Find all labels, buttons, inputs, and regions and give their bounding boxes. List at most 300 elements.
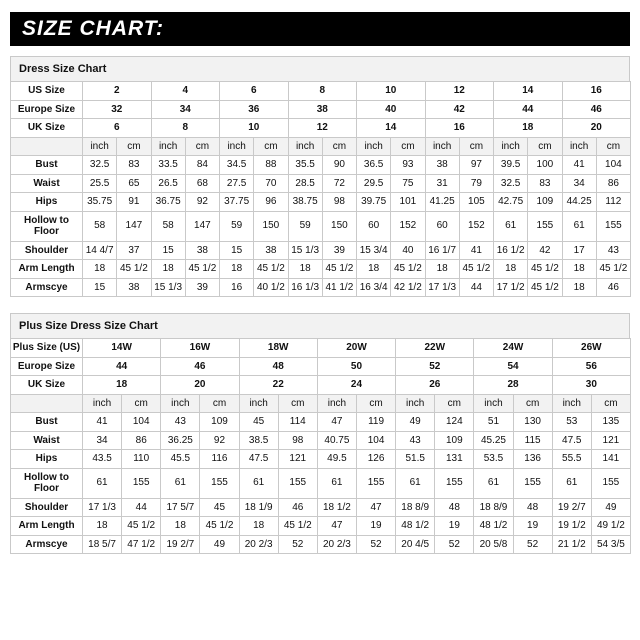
- table-row: [11, 450, 631, 469]
- measurement-cell: 47.5: [552, 431, 591, 450]
- measurement-cell: 45 1/2: [185, 260, 219, 279]
- measurement-cell: 61: [562, 211, 596, 241]
- measurement-cell: 45.25: [474, 431, 513, 450]
- table-row: [11, 394, 631, 413]
- measurement-cell: 15: [220, 241, 254, 260]
- measurement-cell: 45 1/2: [278, 517, 317, 536]
- measurement-cell: 45 1/2: [391, 260, 425, 279]
- measurement-cell: 35.75: [83, 193, 117, 212]
- measurement-cell: 52: [278, 535, 317, 554]
- measurement-cell: 88: [254, 156, 288, 175]
- measurement-cell: 97: [459, 156, 493, 175]
- measurement-cell: 49: [200, 535, 239, 554]
- measurement-cell: 61: [552, 468, 591, 498]
- measurement-cell: 45 1/2: [528, 260, 562, 279]
- size-value-cell: 14: [494, 82, 563, 101]
- measurement-cell: 52: [356, 535, 395, 554]
- measurement-cell: 38.75: [288, 193, 322, 212]
- table-row: [11, 413, 631, 432]
- measurement-cell: 18: [83, 260, 117, 279]
- measurement-cell: 48 1/2: [396, 517, 435, 536]
- measurement-cell: 45: [239, 413, 278, 432]
- measurement-cell: 136: [513, 450, 552, 469]
- measurement-cell: 61: [317, 468, 356, 498]
- measurement-cell: 83: [528, 174, 562, 193]
- unit-cell: cm: [591, 394, 630, 413]
- measurement-cell: 112: [596, 193, 630, 212]
- measurement-cell: 61: [161, 468, 200, 498]
- measurement-cell: 42 1/2: [391, 278, 425, 297]
- measurement-cell: 61: [83, 468, 122, 498]
- measurement-cell: 44: [122, 498, 161, 517]
- measurement-cell: 55.5: [552, 450, 591, 469]
- measurement-cell: 152: [391, 211, 425, 241]
- measurement-cell: 45 1/2: [596, 260, 630, 279]
- measurement-cell: 60: [357, 211, 391, 241]
- measurement-cell: 109: [200, 413, 239, 432]
- table-row: [11, 241, 631, 260]
- measurement-cell: 104: [122, 413, 161, 432]
- measurement-cell: 47.5: [239, 450, 278, 469]
- measurement-cell: 51: [474, 413, 513, 432]
- measurement-cell: 44.25: [562, 193, 596, 212]
- table-row: [11, 278, 631, 297]
- measurement-cell: 90: [322, 156, 356, 175]
- unit-cell: inch: [239, 394, 278, 413]
- unit-cell: cm: [122, 394, 161, 413]
- measurement-cell: 59: [288, 211, 322, 241]
- size-value-cell: 46: [562, 100, 631, 119]
- size-value-cell: 4: [151, 82, 220, 101]
- measurement-cell: 37: [117, 241, 151, 260]
- size-value-cell: 16: [425, 119, 494, 138]
- measurement-cell: 38: [185, 241, 219, 260]
- row-label: [11, 137, 83, 156]
- table-row: [11, 431, 631, 450]
- measurement-cell: 18: [562, 278, 596, 297]
- measurement-cell: 17 5/7: [161, 498, 200, 517]
- measurement-cell: 155: [435, 468, 474, 498]
- measurement-cell: 79: [459, 174, 493, 193]
- measurement-cell: 98: [278, 431, 317, 450]
- size-value-cell: 14W: [83, 339, 161, 358]
- measurement-cell: 39.75: [357, 193, 391, 212]
- measurement-cell: 109: [435, 431, 474, 450]
- unit-cell: cm: [459, 137, 493, 156]
- unit-cell: cm: [513, 394, 552, 413]
- unit-cell: inch: [220, 137, 254, 156]
- measurement-cell: 155: [356, 468, 395, 498]
- table-row: [11, 211, 631, 241]
- measurement-cell: 84: [185, 156, 219, 175]
- measurement-cell: 92: [200, 431, 239, 450]
- unit-cell: inch: [396, 394, 435, 413]
- measurement-cell: 101: [391, 193, 425, 212]
- row-label: Arm Length: [11, 517, 83, 536]
- measurement-cell: 45 1/2: [254, 260, 288, 279]
- measurement-cell: 141: [591, 450, 630, 469]
- measurement-cell: 45 1/2: [200, 517, 239, 536]
- measurement-cell: 96: [254, 193, 288, 212]
- measurement-cell: 18 8/9: [396, 498, 435, 517]
- measurement-cell: 47: [317, 517, 356, 536]
- measurement-cell: 14 4/7: [83, 241, 117, 260]
- measurement-cell: 41 1/2: [322, 278, 356, 297]
- size-value-cell: 42: [425, 100, 494, 119]
- table-spacer: [0, 297, 640, 313]
- measurement-cell: 16: [220, 278, 254, 297]
- size-value-cell: 44: [83, 357, 161, 376]
- measurement-cell: 155: [591, 468, 630, 498]
- measurement-cell: 36.25: [161, 431, 200, 450]
- row-label: Hips: [11, 450, 83, 469]
- measurement-cell: 110: [122, 450, 161, 469]
- size-value-cell: 16: [562, 82, 631, 101]
- measurement-cell: 104: [356, 431, 395, 450]
- measurement-cell: 39: [322, 241, 356, 260]
- row-label: Bust: [11, 413, 83, 432]
- unit-cell: cm: [391, 137, 425, 156]
- measurement-cell: 58: [83, 211, 117, 241]
- measurement-cell: 49: [591, 498, 630, 517]
- measurement-cell: 48: [513, 498, 552, 517]
- measurement-cell: 48 1/2: [474, 517, 513, 536]
- row-label: Europe Size: [11, 357, 83, 376]
- measurement-cell: 19: [435, 517, 474, 536]
- measurement-cell: 91: [117, 193, 151, 212]
- measurement-cell: 20 5/8: [474, 535, 513, 554]
- unit-cell: inch: [494, 137, 528, 156]
- measurement-cell: 116: [200, 450, 239, 469]
- measurement-cell: 54 3/5: [591, 535, 630, 554]
- measurement-cell: 39.5: [494, 156, 528, 175]
- measurement-cell: 155: [528, 211, 562, 241]
- measurement-cell: 130: [513, 413, 552, 432]
- measurement-cell: 100: [528, 156, 562, 175]
- measurement-cell: 135: [591, 413, 630, 432]
- size-value-cell: 32: [83, 100, 152, 119]
- unit-cell: inch: [288, 137, 322, 156]
- row-label: UK Size: [11, 376, 83, 395]
- measurement-cell: 70: [254, 174, 288, 193]
- measurement-cell: 41: [562, 156, 596, 175]
- unit-cell: inch: [151, 137, 185, 156]
- measurement-cell: 53.5: [474, 450, 513, 469]
- unit-cell: inch: [357, 137, 391, 156]
- measurement-cell: 43: [396, 431, 435, 450]
- measurement-cell: 18: [239, 517, 278, 536]
- measurement-cell: 18: [161, 517, 200, 536]
- table-row: [11, 535, 631, 554]
- measurement-cell: 46: [278, 498, 317, 517]
- table-row: [11, 376, 631, 395]
- size-value-cell: 6: [83, 119, 152, 138]
- measurement-cell: 42.75: [494, 193, 528, 212]
- row-label: Hips: [11, 193, 83, 212]
- measurement-cell: 34: [83, 431, 122, 450]
- measurement-cell: 47: [317, 413, 356, 432]
- unit-cell: cm: [254, 137, 288, 156]
- table-row: [11, 100, 631, 119]
- size-value-cell: 10: [357, 82, 426, 101]
- row-label: Armscye: [11, 278, 83, 297]
- size-value-cell: 12: [425, 82, 494, 101]
- measurement-cell: 37.75: [220, 193, 254, 212]
- measurement-cell: 119: [356, 413, 395, 432]
- size-value-cell: 54: [474, 357, 552, 376]
- measurement-cell: 45 1/2: [122, 517, 161, 536]
- unit-cell: cm: [117, 137, 151, 156]
- size-value-cell: 22W: [396, 339, 474, 358]
- measurement-cell: 65: [117, 174, 151, 193]
- row-label: Hollow to Floor: [11, 211, 83, 241]
- row-label: Plus Size (US): [11, 339, 83, 358]
- measurement-cell: 39: [185, 278, 219, 297]
- measurement-cell: 61: [396, 468, 435, 498]
- size-value-cell: 30: [552, 376, 630, 395]
- unit-cell: inch: [83, 137, 117, 156]
- plus-size-dress-table: [10, 338, 631, 554]
- unit-cell: cm: [278, 394, 317, 413]
- measurement-cell: 155: [122, 468, 161, 498]
- measurement-cell: 43: [161, 413, 200, 432]
- row-label: Arm Length: [11, 260, 83, 279]
- measurement-cell: 15: [151, 241, 185, 260]
- measurement-cell: 38: [117, 278, 151, 297]
- measurement-cell: 44: [459, 278, 493, 297]
- measurement-cell: 58: [151, 211, 185, 241]
- size-value-cell: 18W: [239, 339, 317, 358]
- measurement-cell: 155: [513, 468, 552, 498]
- measurement-cell: 18 1/2: [317, 498, 356, 517]
- measurement-cell: 124: [435, 413, 474, 432]
- measurement-cell: 15: [83, 278, 117, 297]
- measurement-cell: 105: [459, 193, 493, 212]
- measurement-cell: 19 2/7: [552, 498, 591, 517]
- measurement-cell: 20 4/5: [396, 535, 435, 554]
- unit-cell: inch: [161, 394, 200, 413]
- measurement-cell: 18: [288, 260, 322, 279]
- unit-cell: cm: [185, 137, 219, 156]
- measurement-cell: 18 1/9: [239, 498, 278, 517]
- size-value-cell: 56: [552, 357, 630, 376]
- measurement-cell: 18: [151, 260, 185, 279]
- size-value-cell: 2: [83, 82, 152, 101]
- table-row: [11, 137, 631, 156]
- measurement-cell: 45 1/2: [322, 260, 356, 279]
- measurement-cell: 53: [552, 413, 591, 432]
- measurement-cell: 61: [239, 468, 278, 498]
- row-label: Waist: [11, 431, 83, 450]
- table-row: [11, 357, 631, 376]
- measurement-cell: 18: [220, 260, 254, 279]
- table-row: [11, 82, 631, 101]
- measurement-cell: 19: [356, 517, 395, 536]
- measurement-cell: 42: [528, 241, 562, 260]
- unit-cell: cm: [435, 394, 474, 413]
- row-label: Armscye: [11, 535, 83, 554]
- measurement-cell: 155: [200, 468, 239, 498]
- unit-cell: inch: [425, 137, 459, 156]
- size-value-cell: 20: [562, 119, 631, 138]
- table-row: [11, 193, 631, 212]
- measurement-cell: 20 2/3: [317, 535, 356, 554]
- measurement-cell: 34: [562, 174, 596, 193]
- measurement-cell: 32.5: [83, 156, 117, 175]
- measurement-cell: 60: [425, 211, 459, 241]
- measurement-cell: 20 2/3: [239, 535, 278, 554]
- measurement-cell: 150: [254, 211, 288, 241]
- measurement-cell: 75: [391, 174, 425, 193]
- measurement-cell: 31: [425, 174, 459, 193]
- measurement-cell: 15 3/4: [357, 241, 391, 260]
- table-row: [11, 174, 631, 193]
- size-value-cell: 14: [357, 119, 426, 138]
- size-value-cell: 52: [396, 357, 474, 376]
- unit-cell: inch: [474, 394, 513, 413]
- unit-cell: cm: [356, 394, 395, 413]
- measurement-cell: 21 1/2: [552, 535, 591, 554]
- measurement-cell: 152: [459, 211, 493, 241]
- measurement-cell: 121: [278, 450, 317, 469]
- size-value-cell: 18: [494, 119, 563, 138]
- row-label: Shoulder: [11, 241, 83, 260]
- measurement-cell: 86: [596, 174, 630, 193]
- size-value-cell: 24: [317, 376, 395, 395]
- size-value-cell: 34: [151, 100, 220, 119]
- measurement-cell: 46: [596, 278, 630, 297]
- measurement-cell: 114: [278, 413, 317, 432]
- measurement-cell: 72: [322, 174, 356, 193]
- size-value-cell: 10: [220, 119, 289, 138]
- page-title: SIZE CHART:: [22, 17, 165, 40]
- size-value-cell: 50: [317, 357, 395, 376]
- unit-cell: cm: [200, 394, 239, 413]
- measurement-cell: 40.75: [317, 431, 356, 450]
- size-value-cell: 44: [494, 100, 563, 119]
- size-value-cell: 6: [220, 82, 289, 101]
- dress-size-table: [10, 81, 631, 297]
- measurement-cell: 16 3/4: [357, 278, 391, 297]
- size-value-cell: 8: [151, 119, 220, 138]
- row-label: Hollow to Floor: [11, 468, 83, 498]
- measurement-cell: 86: [122, 431, 161, 450]
- measurement-cell: 19 2/7: [161, 535, 200, 554]
- measurement-cell: 147: [117, 211, 151, 241]
- measurement-cell: 49.5: [317, 450, 356, 469]
- unit-cell: cm: [322, 137, 356, 156]
- measurement-cell: 43: [596, 241, 630, 260]
- measurement-cell: 93: [391, 156, 425, 175]
- measurement-cell: 47 1/2: [122, 535, 161, 554]
- size-value-cell: 36: [220, 100, 289, 119]
- measurement-cell: 26.5: [151, 174, 185, 193]
- section-heading-dress: Dress Size Chart: [10, 56, 630, 81]
- measurement-cell: 38.5: [239, 431, 278, 450]
- measurement-cell: 104: [596, 156, 630, 175]
- measurement-cell: 49 1/2: [591, 517, 630, 536]
- measurement-cell: 16 1/7: [425, 241, 459, 260]
- measurement-cell: 38: [254, 241, 288, 260]
- table-row: [11, 468, 631, 498]
- measurement-cell: 126: [356, 450, 395, 469]
- measurement-cell: 51.5: [396, 450, 435, 469]
- measurement-cell: 34.5: [220, 156, 254, 175]
- measurement-cell: 68: [185, 174, 219, 193]
- measurement-cell: 109: [528, 193, 562, 212]
- measurement-cell: 18: [357, 260, 391, 279]
- measurement-cell: 17 1/3: [83, 498, 122, 517]
- measurement-cell: 61: [474, 468, 513, 498]
- measurement-cell: 18: [425, 260, 459, 279]
- row-label: Europe Size: [11, 100, 83, 119]
- page-title-banner: [10, 12, 630, 46]
- measurement-cell: 19: [513, 517, 552, 536]
- measurement-cell: 38: [425, 156, 459, 175]
- size-value-cell: 28: [474, 376, 552, 395]
- measurement-cell: 41.25: [425, 193, 459, 212]
- size-value-cell: 20W: [317, 339, 395, 358]
- table-row: [11, 517, 631, 536]
- measurement-cell: 17 1/2: [494, 278, 528, 297]
- measurement-cell: 52: [513, 535, 552, 554]
- measurement-cell: 45 1/2: [528, 278, 562, 297]
- measurement-cell: 52: [435, 535, 474, 554]
- row-label: Shoulder: [11, 498, 83, 517]
- unit-cell: cm: [596, 137, 630, 156]
- measurement-cell: 45 1/2: [459, 260, 493, 279]
- measurement-cell: 49: [396, 413, 435, 432]
- size-value-cell: 24W: [474, 339, 552, 358]
- measurement-cell: 18: [494, 260, 528, 279]
- size-value-cell: 16W: [161, 339, 239, 358]
- measurement-cell: 36.5: [357, 156, 391, 175]
- measurement-cell: 18: [562, 260, 596, 279]
- measurement-cell: 45 1/2: [117, 260, 151, 279]
- row-label: [11, 394, 83, 413]
- measurement-cell: 17: [562, 241, 596, 260]
- measurement-cell: 16 1/3: [288, 278, 322, 297]
- measurement-cell: 15 1/3: [151, 278, 185, 297]
- size-value-cell: 46: [161, 357, 239, 376]
- size-value-cell: 22: [239, 376, 317, 395]
- unit-cell: inch: [317, 394, 356, 413]
- measurement-cell: 33.5: [151, 156, 185, 175]
- measurement-cell: 27.5: [220, 174, 254, 193]
- measurement-cell: 41: [459, 241, 493, 260]
- measurement-cell: 19 1/2: [552, 517, 591, 536]
- measurement-cell: 47: [356, 498, 395, 517]
- unit-cell: inch: [552, 394, 591, 413]
- unit-cell: inch: [562, 137, 596, 156]
- measurement-cell: 98: [322, 193, 356, 212]
- measurement-cell: 25.5: [83, 174, 117, 193]
- measurement-cell: 17 1/3: [425, 278, 459, 297]
- measurement-cell: 83: [117, 156, 151, 175]
- table-row: [11, 156, 631, 175]
- measurement-cell: 35.5: [288, 156, 322, 175]
- measurement-cell: 155: [278, 468, 317, 498]
- row-label: Bust: [11, 156, 83, 175]
- table-row: [11, 498, 631, 517]
- unit-cell: inch: [83, 394, 122, 413]
- measurement-cell: 45.5: [161, 450, 200, 469]
- measurement-cell: 92: [185, 193, 219, 212]
- row-label: US Size: [11, 82, 83, 101]
- size-value-cell: 12: [288, 119, 357, 138]
- size-value-cell: 40: [357, 100, 426, 119]
- measurement-cell: 59: [220, 211, 254, 241]
